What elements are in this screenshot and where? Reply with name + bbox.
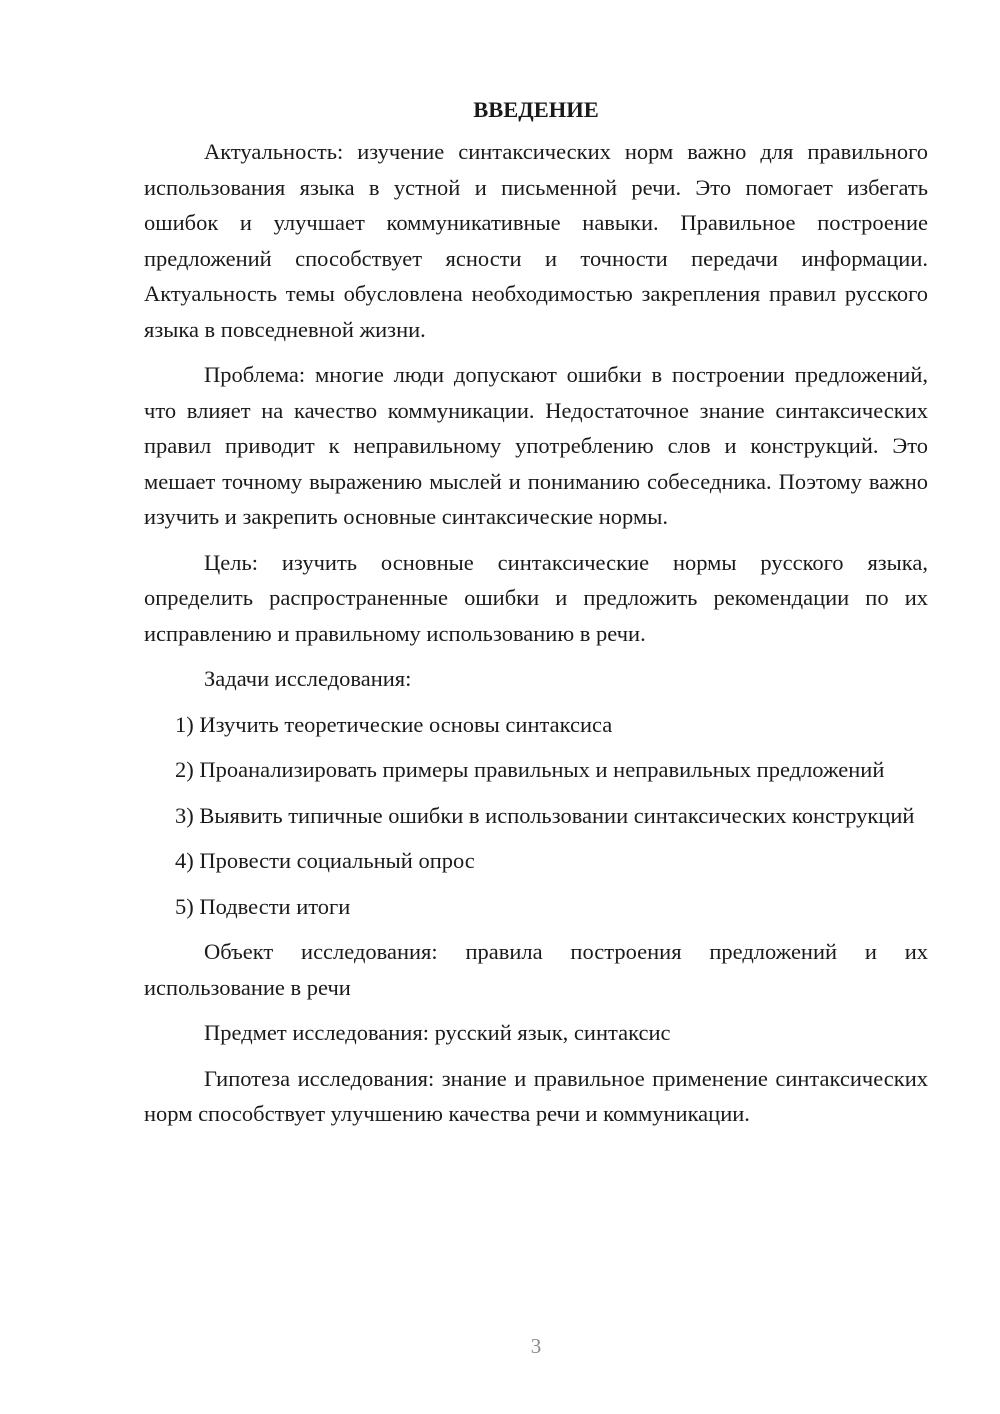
task-item-3: 3) Выявить типичные ошибки в использовании синтаксических конструкций [175,802,915,828]
subject-paragraph: Предмет исследования: русский язык, синтаксис [204,1020,671,1045]
object-paragraph: Объект исследования: правила построения предложений и их использование в речи [144,939,928,1000]
task-item-5: 5) Подвести итоги [175,893,351,919]
goal-paragraph: Цель: изучить основные синтаксические нормы русского языка, определить распространенные ошибки и предложить рекомендации по их исправлению и правильному использованию в речи. [144,549,928,646]
tasks-heading: Задачи исследования: [204,666,412,691]
document-page [144,92,928,1142]
hypothesis-paragraph: Гипотеза исследования: знание и правильное применение синтаксических норм способствует улучшению качества речи и коммуникации. [144,1065,928,1126]
task-item-4: 4) Провести социальный опрос [175,848,475,873]
page-number: 3 [530,1334,542,1358]
problem-paragraph: Проблема: многие люди допускают ошибки в построении предложений, что влияет на качество коммуникации. Недостаточное знание синтаксических правил приводит к неправильному употреблению слов и конструкций. Это мешает точному выражению мыслей и пониманию собеседника. Поэтому важно изучить и закрепить основные синтаксические нормы. [144,362,928,529]
task-item-1: 1) Изучить теоретические основы синтаксиса [175,711,613,737]
task-item-2: 2) Проанализировать примеры правильных и неправильных предложений [175,757,885,782]
relevance-paragraph: Актуальность: изучение синтаксических норм важно для правильного использования языка в устной и письменной речи. Это помогает избегать ошибок и улучшает коммуникативные навыки. Правильное построение предложений способствует ясности и точности передачи информации. Актуальность темы обусловлена необходимостью закрепления правил русского языка в повседневной жизни. [144,139,928,342]
page-title: ВВЕДЕНИЕ [473,97,599,122]
